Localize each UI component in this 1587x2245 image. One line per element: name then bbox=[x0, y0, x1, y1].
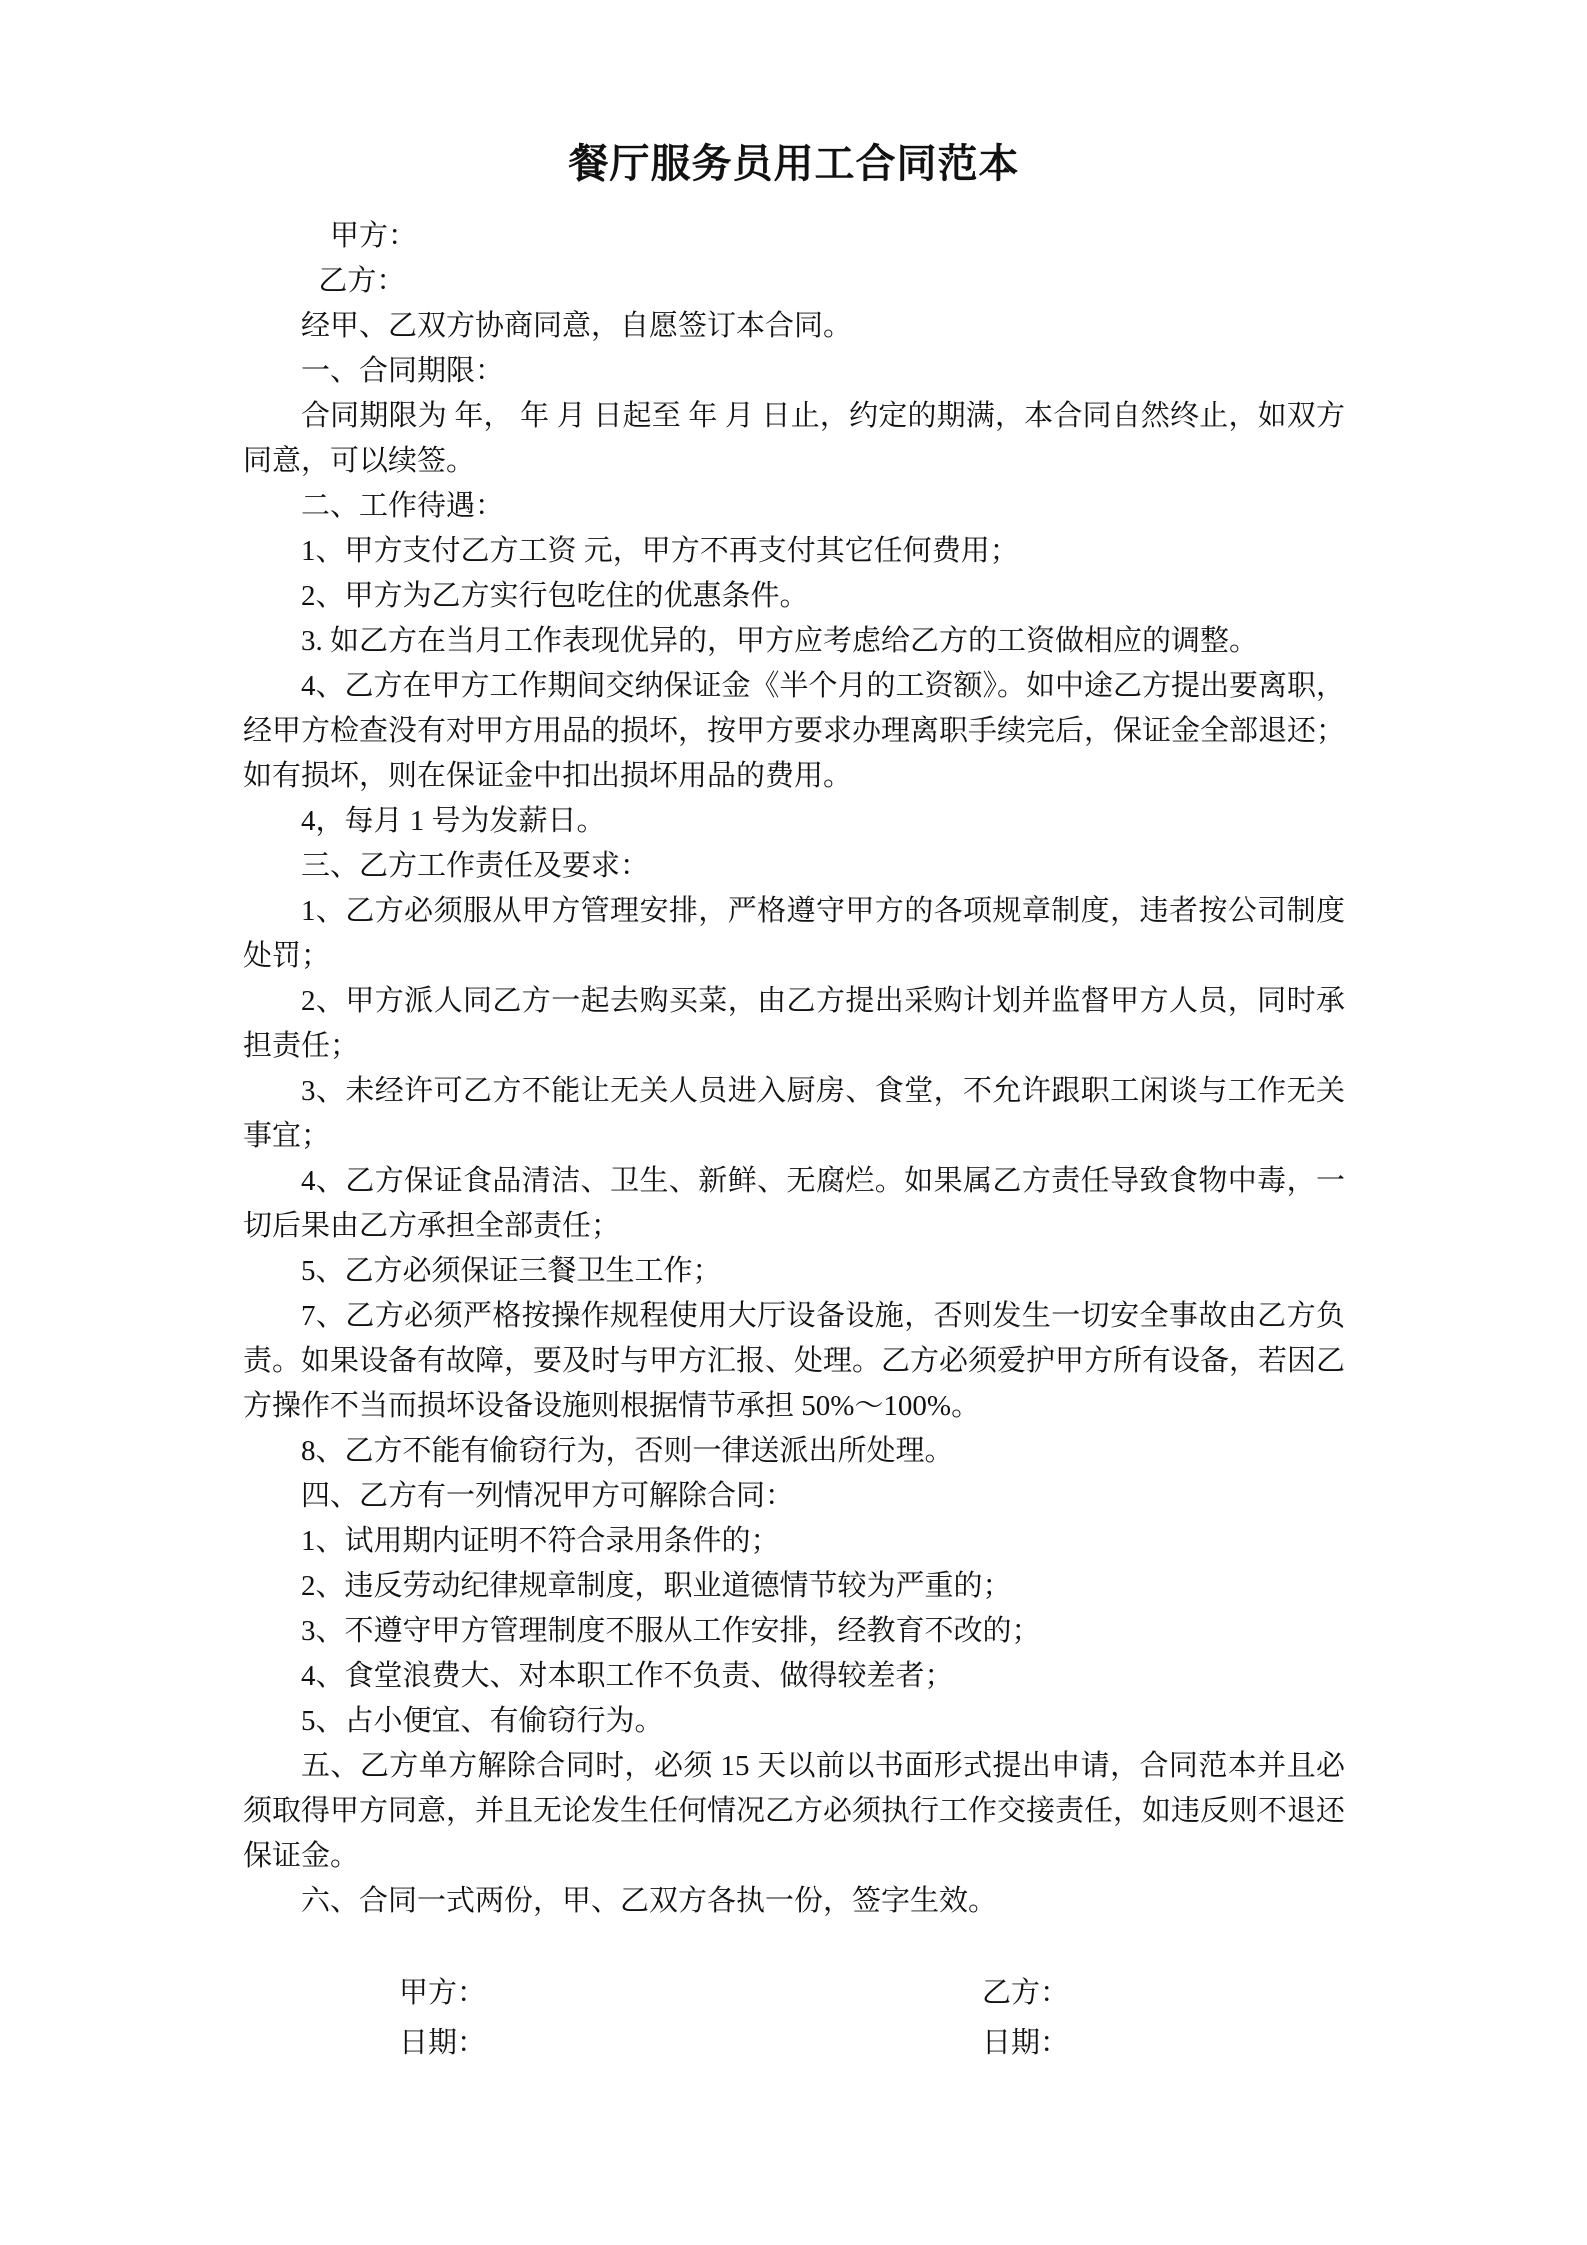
party-b-signature-label: 乙方： bbox=[982, 1977, 1070, 2009]
contract-paragraphs bbox=[243, 214, 1345, 1924]
paragraph: 8、乙方不能有偷窃行为，否则一律送派出所处理。 bbox=[301, 1435, 954, 1467]
paragraph: 5、乙方必须保证三餐卫生工作； bbox=[301, 1255, 722, 1287]
paragraph: 7、乙方必须严格按操作规程使用大厅设备设施，否则发生一切安全事故由乙方负责。如果设备有故障，要及时与甲方汇报、处理。乙方必须爱护甲方所有设备，若因乙方操作不当而损坏设备设施则根据情节承担 50%～100%。 bbox=[243, 1300, 1346, 1422]
paragraph: 乙方： bbox=[318, 265, 406, 297]
paragraph: 六、合同一式两份，甲、乙双方各执一份，签字生效。 bbox=[301, 1885, 998, 1917]
paragraph: 三、乙方工作责任及要求： bbox=[301, 850, 650, 882]
paragraph: 4、食堂浪费大、对本职工作不负责、做得较差者； bbox=[301, 1660, 954, 1692]
paragraph: 3、未经许可乙方不能让无关人员进入厨房、食堂，不允许跟职工闲谈与工作无关事宜； bbox=[243, 1075, 1345, 1152]
paragraph: 二、工作待遇： bbox=[301, 490, 505, 522]
paragraph: 1、试用期内证明不符合录用条件的； bbox=[301, 1525, 780, 1557]
paragraph: 经甲、乙双方协商同意，自愿签订本合同。 bbox=[301, 310, 853, 342]
contract-content bbox=[243, 138, 1345, 2068]
paragraph: 2、甲方为乙方实行包吃住的优惠条件。 bbox=[301, 580, 809, 612]
paragraph: 四、乙方有一列情况甲方可解除合同： bbox=[301, 1480, 795, 1512]
paragraph: 5、占小便宜、有偷窃行为。 bbox=[301, 1705, 664, 1737]
paragraph: 4、乙方保证食品清洁、卫生、新鲜、无腐烂。如果属乙方责任导致食物中毒，一切后果由乙方承担全部责任； bbox=[243, 1165, 1345, 1242]
paragraph: 2、违反劳动纪律规章制度，职业道德情节较为严重的； bbox=[301, 1570, 1012, 1602]
paragraph: 一、合同期限： bbox=[301, 355, 505, 387]
party-b-date-label: 日期： bbox=[982, 2027, 1070, 2059]
paragraph: 甲方： bbox=[330, 220, 418, 252]
paragraph: 五、乙方单方解除合同时，必须 15 天以前以书面形式提出申请，合同范本并且必须取得甲方同意，并且无论发生任何情况乙方必须执行工作交接责任，如违反则不退还保证金。 bbox=[243, 1750, 1346, 1872]
signature-block bbox=[243, 1968, 1345, 2068]
signature-date-row bbox=[243, 2018, 1345, 2068]
paragraph: 2、甲方派人同乙方一起去购买菜，由乙方提出采购计划并监督甲方人员，同时承担责任； bbox=[243, 985, 1345, 1062]
signature-party-row bbox=[243, 1968, 1345, 2018]
paragraph: 3. 如乙方在当月工作表现优异的，甲方应考虑给乙方的工资做相应的调整。 bbox=[301, 625, 1259, 657]
party-a-signature-label: 甲方： bbox=[399, 1977, 487, 2009]
paragraph: 1、乙方必须服从甲方管理安排，严格遵守甲方的各项规章制度，违者按公司制度处罚； bbox=[243, 895, 1345, 972]
paragraph: 4，每月 1 号为发薪日。 bbox=[301, 805, 606, 837]
paragraph: 4、乙方在甲方工作期间交纳保证金《半个月的工资额》。如中途乙方提出要离职，经甲方检查没有对甲方用品的损坏，按甲方要求办理离职手续完后，保证金全部退还；如有损坏，则在保证金中扣出损坏用品的费用。 bbox=[243, 670, 1346, 792]
paragraph: 合同期限为 年， 年 月 日起至 年 月 日止，约定的期满，本合同自然终止，如双方同意，可以续签。 bbox=[243, 400, 1345, 477]
paragraph: 3、不遵守甲方管理制度不服从工作安排，经教育不改的； bbox=[301, 1615, 1041, 1647]
party-a-date-label: 日期： bbox=[399, 2027, 487, 2059]
document-title: 餐厅服务员用工合同范本 bbox=[568, 141, 1020, 186]
paragraph: 1、甲方支付乙方工资 元，甲方不再支付其它任何费用； bbox=[301, 535, 1019, 567]
